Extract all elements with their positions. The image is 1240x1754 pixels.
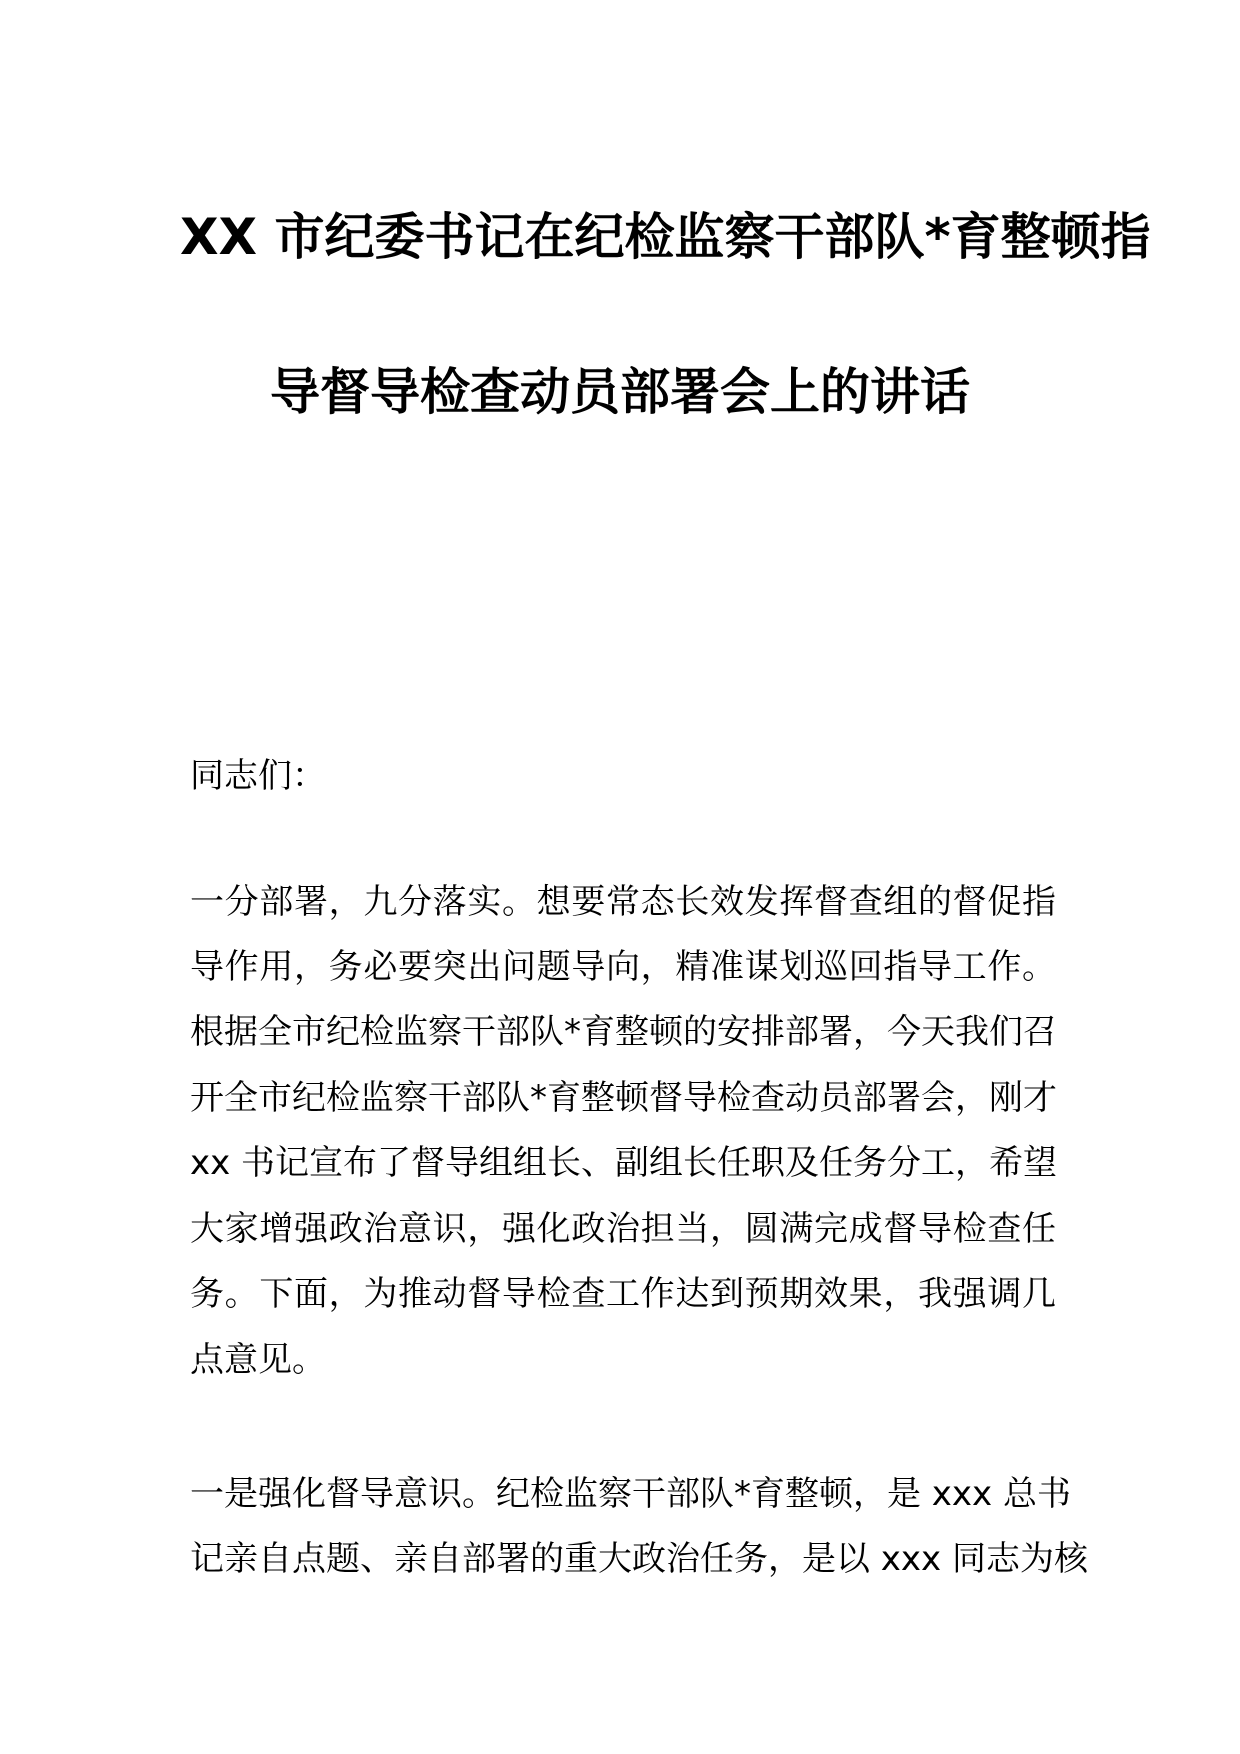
document-title-line-2: 导督导检查动员部署会上的讲话 — [270, 363, 970, 421]
paragraph-line: 开全市纪检监察干部队*育整顿督导检查动员部署会，刚才 — [190, 1078, 1057, 1118]
paragraph-line: 记亲自点题、亲自部署的重大政治任务，是以 xxx 同志为核 — [190, 1539, 1088, 1579]
document-title-line-1: XX 市纪委书记在纪检监察干部队*育整顿指 — [180, 208, 1151, 266]
paragraph-line: 一是强化督导意识。纪检监察干部队*育整顿，是 xxx 总书 — [190, 1474, 1071, 1514]
paragraph-line: 导作用，务必要突出问题导向，精准谋划巡回指导工作。 — [190, 947, 1056, 987]
paragraph-line: xx 书记宣布了督导组组长、副组长任职及任务分工，希望 — [190, 1143, 1058, 1183]
paragraph-line: 一分部署，九分落实。想要常态长效发挥督查组的督促指 — [190, 882, 1056, 922]
paragraph-line: 点意见。 — [190, 1340, 326, 1380]
paragraph-line: 根据全市纪检监察干部队*育整顿的安排部署，今天我们召 — [190, 1012, 1057, 1052]
paragraph-line: 大家增强政治意识，强化政治担当，圆满完成督导检查任 — [190, 1209, 1056, 1249]
paragraph-line: 务。下面，为推动督导检查工作达到预期效果，我强调几 — [190, 1274, 1056, 1314]
salutation: 同志们： — [190, 756, 326, 796]
